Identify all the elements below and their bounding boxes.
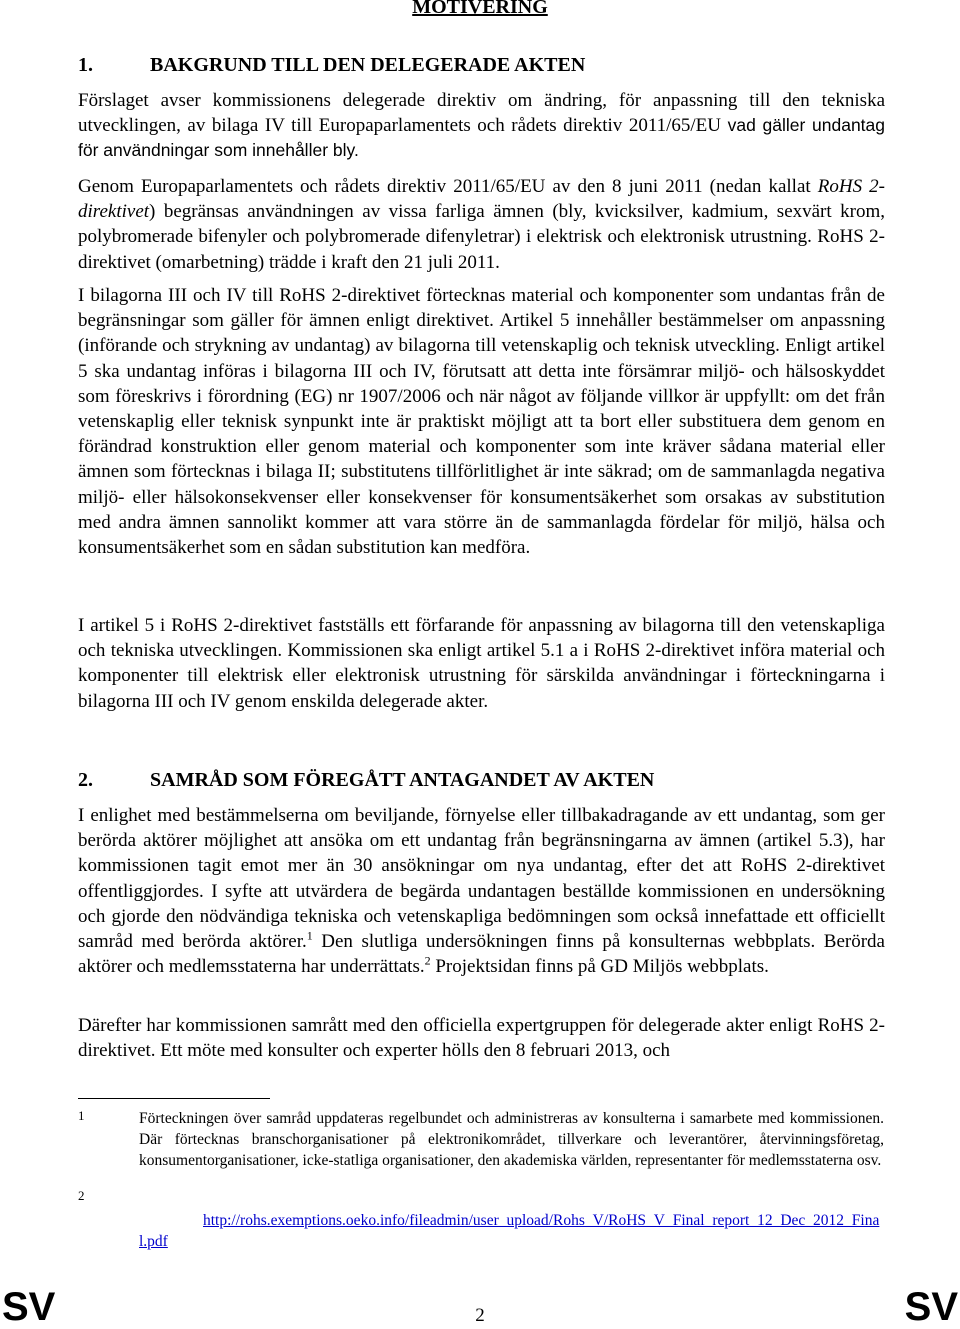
section-2-paragraph-1	[78, 803, 885, 979]
section-2-number: 2.	[78, 769, 93, 791]
directive-name-italic: RoHS 2-direktivet	[78, 176, 885, 223]
section-1-paragraph-2	[78, 174, 885, 275]
paragraph-text: I enlighet med bestämmelserna om beviljande, förnyelse eller tillbakadragande av ett undantag, som ger berörda aktörer möjlighet att ansöka om ett undantag från begränsningarna av ämnen (artikel 5.3), har kommissionen tagit emot mer än 30 ansökningar om nya undantag, efter det att RoHS 2-direktivet offentliggjordes. I syfte att utvärdera de begärda undantagen beställde kommissionen en undersökning och gjorde den nödvändiga tekniska och vetenskapliga bedömningen som också innefattade ett officiellt samråd med berörda aktörer.	[78, 805, 885, 953]
paragraph-text-sans: vad gäller undantag för användningar som innehåller bly.	[78, 115, 886, 161]
section-1-paragraph-3: I bilagorna III och IV till RoHS 2-direktivet förtecknas material och komponenter som undantas från de begränsningar som gäller för ämnen enligt direktivet. Artikel 5 innehåller bestämmelser om anpassning (införande och strykning av undantag) av bilagorna till vetenskaplig och teknisk utveckling. Enligt artikel 5 ska undantag införas i bilagorna III och IV, förutsatt att detta inte försämrar miljö- och hälsoskyddet som föreskrivs i förordning (EG) nr 1907/2006 och när något av följande villkor är uppfyllt: om det från vetenskaplig eller teknisk synpunkt inte är praktiskt möjligt att ta bort eller substituera dem genom en förändrad konstruktion eller genom material och komponenter som inte kräver sådana material eller ämnen som förtecknas i bilaga II; substitutens tillförlitlighet är inte säkrad; om de sammanlagda negativa miljö- eller hälsokonsekvenser eller konsekvenser för konsumentsäkerhet som orsakas av substitution med andra ämnen sannolikt kommer att vara större än de sammanlagda fördelar för miljö, hälsa och konsumentsäkerhet som en sådan substitution kan medföra.	[78, 285, 885, 559]
paragraph-text: Genom Europaparlamentets och rådets direktiv 2011/65/EU av den 8 juni 2011 (nedan kallat	[78, 176, 818, 197]
footer-language-left: SV	[2, 1285, 56, 1329]
page-number: 2	[475, 1305, 485, 1326]
footnote-2-mark: 2	[78, 1188, 85, 1203]
footnote-divider	[78, 1098, 270, 1099]
section-1-title: BAKGRUND TILL DEN DELEGERADE AKTEN	[150, 54, 586, 76]
section-2-heading	[78, 769, 654, 792]
section-2-paragraph-2: Därefter har kommissionen samrått med den officiella expertgruppen för delegerade akter enligt RoHS 2-direktivet. Ett möte med konsulter och experter hölls den 8 februari 2013, och	[78, 1015, 885, 1062]
section-1-heading	[78, 54, 585, 77]
section-1-paragraph-1	[78, 88, 885, 164]
section-1-number: 1.	[78, 54, 93, 76]
footnote-1-text: Förteckningen över samråd uppdateras regelbundet och administreras av konsulterna i samarbete med kommissionen. Där förtecknas branschorganisationer på elektronikområdet, tillverkare och leverantörer, återvinningsföretag, konsumentorganisationer, icke-statliga organisationer, den akademiska världen, representanter för medlemsstaterna osv.	[139, 1110, 884, 1169]
section-2-title: SAMRÅD SOM FÖREGÅTT ANTAGANDET AV AKTEN	[150, 769, 655, 791]
footnote-2-text	[139, 1210, 884, 1252]
footnote-ref-1[interactable]: 1	[306, 928, 313, 943]
paragraph-text: Projektsidan finns på GD Miljös webbplats.	[430, 956, 769, 978]
paragraph-text: Den slutliga undersökningen finns på konsulternas webbplats. Berörda aktörer och medlemsstaterna har underrättats.	[78, 931, 885, 978]
footnote-1-mark: 1	[78, 1108, 85, 1123]
footer-language-right: SV	[904, 1285, 958, 1329]
section-1-paragraph-4: I artikel 5 i RoHS 2-direktivet fastställs ett förfarande för anpassning av bilagorna till den vetenskapliga och tekniska utvecklingen. Kommissionen ska enligt artikel 5.1 a i RoHS 2-direktivet införa material och komponenter till elektrisk eller elektronisk utrustning för särskilda användningar i förteckningarna i bilagorna III och IV genom enskilda delegerade akter.	[78, 615, 885, 712]
footnote-2-link[interactable]: http://rohs.exemptions.oeko.info/fileadmin/user_upload/Rohs_V/RoHS_V_Final_report_12_Dec_2012_Final.pdf	[139, 1212, 880, 1250]
paragraph-text: Förslaget avser kommissionens delegerade direktiv om ändring, för anpassning till den tekniska utvecklingen, av bilaga IV till Europaparlamentets och rådets direktiv 2011/65/EU	[78, 90, 885, 137]
paragraph-text: RoHS 2-direktivet (omarbetning) trädde i kraft den 21 juli 2011.	[78, 226, 885, 273]
paragraph-text: ) begränsas användningen av vissa farliga ämnen (bly, kvicksilver, kadmium, sexvärt krom, polybromerade bifenyler och polybromerade difenyletrar) i elektrisk och elektronisk utrustning.	[78, 201, 885, 248]
page-title: MOTIVERING	[412, 0, 548, 18]
footnote-ref-2[interactable]: 2	[424, 953, 431, 968]
